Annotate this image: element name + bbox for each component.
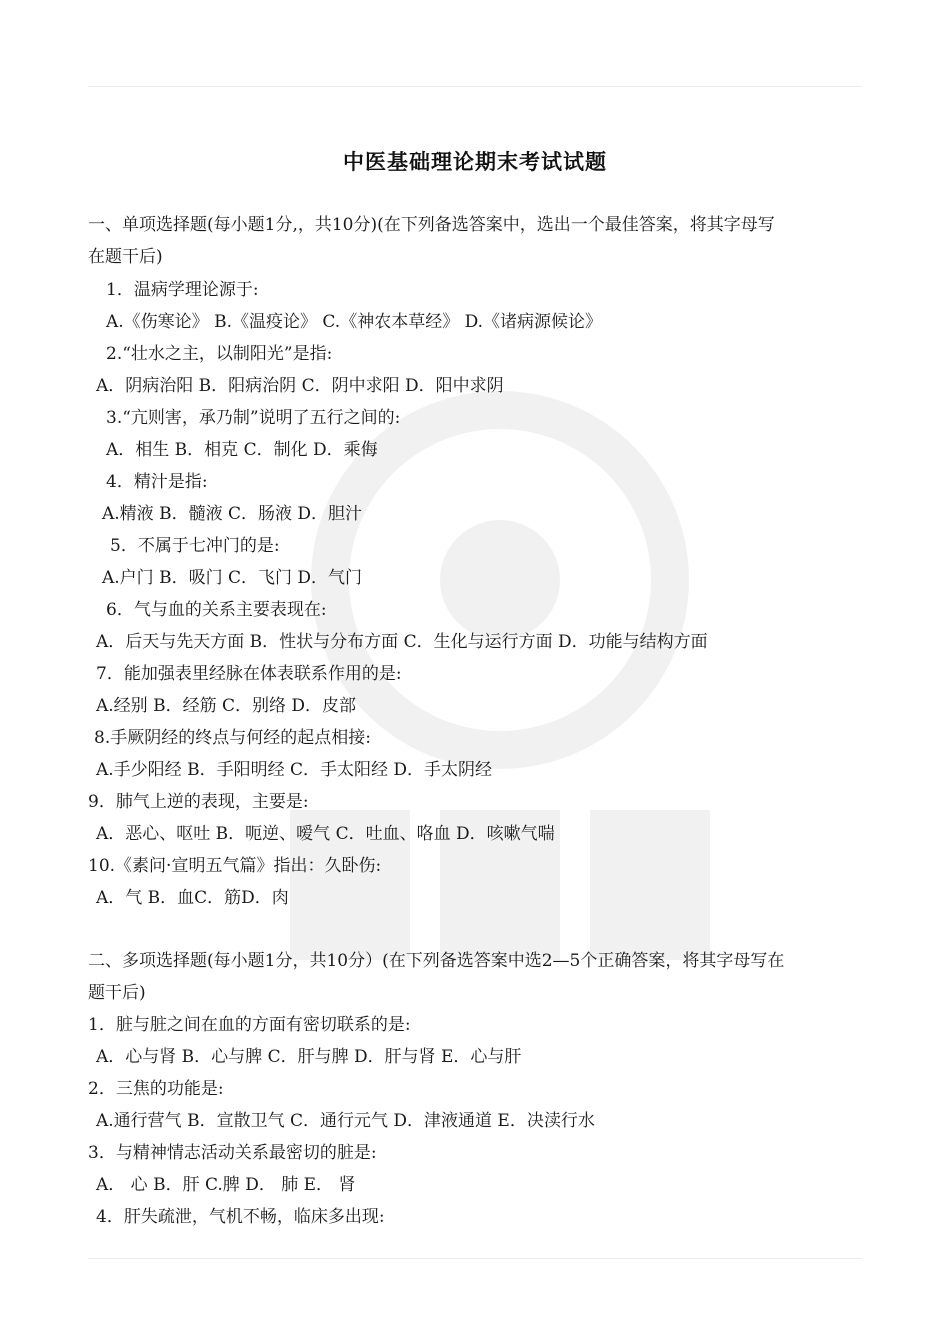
- s1-q1-options: A.《伤寒论》 B.《温疫论》 C.《神农本草经》 D.《诸病源候论》: [106, 312, 603, 332]
- s1-q7-question: 7．能加强表里经脉在体表联系作用的是:: [96, 664, 402, 684]
- page-title: 中医基础理论期末考试试题: [343, 150, 607, 174]
- s2-q2-options: A.通行营气 B．宣散卫气 C．通行元气 D．津液通道 E．决渎行水: [96, 1111, 595, 1131]
- s2-q4-question: 4．肝失疏泄，气机不畅，临床多出现:: [96, 1207, 385, 1227]
- s2-q3-options: A． 心 B．肝 C.脾 D． 肺 E． 肾: [96, 1175, 356, 1195]
- s2-q1-question: 1．脏与脏之间在血的方面有密切联系的是:: [88, 1015, 411, 1035]
- s1-q10-options: A．气 B．血C．筋D．肉: [96, 888, 289, 908]
- s1-q4-question: 4．精汁是指:: [106, 472, 208, 492]
- s1-q3-question: 3.“亢则害，承乃制”说明了五行之间的:: [106, 408, 401, 428]
- s2-q3-question: 3．与精神情志活动关系最密切的脏是:: [88, 1143, 377, 1163]
- s1-q6-options: A．后天与先天方面 B．性状与分布方面 C．生化与运行方面 D．功能与结构方面: [96, 632, 708, 652]
- header-divider: [88, 86, 862, 87]
- s1-q1-question: 1．温病学理论源于:: [106, 280, 259, 300]
- s2-q1-options: A．心与肾 B．心与脾 C．肝与脾 D．肝与肾 E．心与肝: [96, 1047, 522, 1067]
- s1-q10-question: 10.《素问·宣明五气篇》指出：久卧伤:: [88, 856, 382, 876]
- s1-q4-options: A.精液 B．髓液 C．肠液 D．胆汁: [102, 504, 363, 524]
- s1-q2-question: 2.“壮水之主，以制阳光”是指:: [106, 344, 333, 364]
- s1-q7-options: A.经别 B．经筋 C．别络 D．皮部: [96, 696, 357, 716]
- s1-q6-question: 6．气与血的关系主要表现在:: [106, 600, 327, 620]
- s1-q3-options: A．相生 B．相克 C．制化 D．乘侮: [106, 440, 378, 460]
- s1-q8-options: A.手少阳经 B．手阳明经 C．手太阳经 D．手太阴经: [96, 760, 493, 780]
- section1-heading-line2: 在题干后): [88, 247, 163, 267]
- s2-q2-question: 2．三焦的功能是:: [88, 1079, 224, 1099]
- s1-q9-question: 9．肺气上逆的表现，主要是:: [88, 792, 309, 812]
- section2-heading-line2: 题干后): [88, 983, 146, 1003]
- section2-heading-line1: 二、多项选择题(每小题1分，共10分）(在下列备选答案中选2—5个正确答案，将其字母写在: [88, 951, 785, 971]
- footer-divider: [88, 1258, 862, 1259]
- s1-q9-options: A．恶心、呕吐 B．呃逆、嗳气 C．吐血、咯血 D．咳嗽气喘: [96, 824, 555, 844]
- s1-q2-options: A．阴病治阳 B．阳病治阴 C．阴中求阳 D．阳中求阴: [96, 376, 504, 396]
- s1-q5-question: 5．不属于七冲门的是:: [110, 536, 280, 556]
- s1-q8-question: 8.手厥阴经的终点与何经的起点相接:: [94, 728, 371, 748]
- s1-q5-options: A.户门 B．吸门 C．飞门 D．气门: [102, 568, 363, 588]
- section1-heading-line1: 一、单项选择题(每小题1分,，共10分)(在下列备选答案中，选出一个最佳答案，将其字母写: [88, 215, 775, 235]
